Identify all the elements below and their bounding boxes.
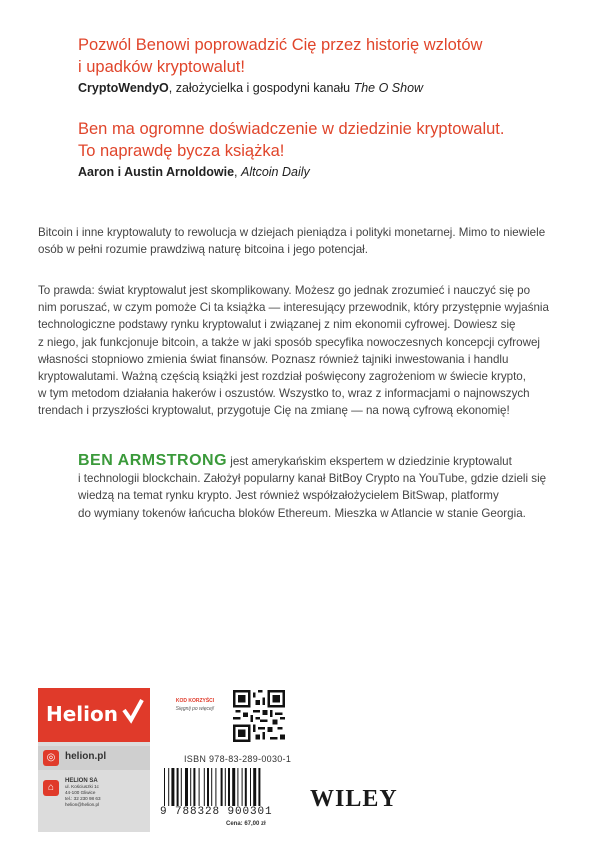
quote-2-text <box>78 118 578 162</box>
bio-line-1: jest amerykańskim ekspertem w dziedzinie kryptowalut <box>227 455 512 468</box>
quote-1-line-2: i upadków kryptowalut! <box>78 58 245 76</box>
house-icon: ⌂ <box>43 780 59 796</box>
quote-1-author: CryptoWendyO <box>78 81 169 95</box>
quote-2-author: Aaron i Austin Arnoldowie <box>78 165 235 179</box>
quote-2-channel: Altcoin Daily <box>240 165 310 179</box>
publisher-panel <box>38 688 150 832</box>
globe-icon: ◎ <box>43 750 59 766</box>
quote-2-attribution <box>78 165 578 179</box>
quote-1-text <box>78 34 578 78</box>
quote-2-role: , <box>234 165 241 179</box>
bio-line-2: i technologii blockchain. Założył popularny kanał BitBoy Crypto na YouTube, gdzie dzieli się <box>78 472 547 486</box>
bio-line-4: do wymiany tokenów łańcucha bloków Ethereum. Mieszka w Atlancie w stanie Georgia. <box>78 506 526 520</box>
description-paragraph-2 <box>38 282 562 420</box>
quote-2-line-2: To naprawdę bycza książka! <box>78 142 285 160</box>
website-row <box>38 746 150 770</box>
quote-1-line-1: Pozwól Benowi poprowadzić Cię przez historię wzlotów <box>78 36 483 54</box>
paragraph-line: technologiczne podstawy rynku kryptowalut i związanej z nim ekonomii cyfrowej. Dowiesz się <box>38 318 516 332</box>
paragraph-line: trendach i przyszłości kryptowalut, przygotuje Cię na zmianę — na nową cyfrową ekonomię! <box>38 404 510 418</box>
price-label: Cena: 67,00 zł <box>226 821 266 827</box>
paragraph-line: kryptowalutami. Ważną częścią książki jest rozdział poświęcony zagrożeniom w świecie krypto, <box>38 370 526 384</box>
helion-check-icon <box>122 698 144 724</box>
address-line: 44-100 Gliwice <box>65 790 96 795</box>
benefit-code-title: KOD KORZYŚCI <box>175 698 215 704</box>
paragraph-line: osób w pełni rozumie prawdziwą naturę bitcoina i jego potencjał. <box>38 243 368 257</box>
description-paragraph-1 <box>38 224 562 258</box>
website-text: helion.pl <box>65 751 107 762</box>
paragraph-line: z niego, jak funkcjonuje bitcoin, a także w jaki sposób specyfika nowoczesnych koncepcji cyfrowej <box>38 335 541 349</box>
quote-1-attribution <box>78 81 578 95</box>
paragraph-line: własności stopniowo zmienia świat finansów. Poznasz również tajniki inwestowania i handlu <box>38 352 509 366</box>
bio-line <box>78 452 568 470</box>
helion-logo: Helion <box>46 702 118 726</box>
paragraph-line: Bitcoin i inne kryptowaluty to rewolucja w dziejach pieniądza i polityki monetarnej. Mimo to niewiele <box>38 226 546 239</box>
quote-2-line-1: Ben ma ogromne doświadczenie w dziedzinie kryptowalut. <box>78 120 505 138</box>
paragraph-line: nim poruszać, w czym pomoże Ci ta książka — interesujący przewodnik, który przystępnie wyjaśnia <box>38 301 549 315</box>
quote-1-role: , założycielka i gospodyni kanału <box>168 81 354 95</box>
paragraph-line: w tym metodom działania hakerów i oszustów. Wszystko to, wraz z informacjami o najnowszych <box>38 387 530 401</box>
benefit-code-subtitle: Sięgnij po więcej! <box>175 706 215 712</box>
benefit-code-label <box>160 698 230 712</box>
publisher-address <box>65 778 145 808</box>
bio-line-3: wiedzą na temat rynku krypto. Jest również współzałożycielem BitSwap, platformy <box>78 489 499 503</box>
address-line: tel.: 32 230 98 63 <box>65 796 101 801</box>
quote-1-channel: The O Show <box>353 81 424 95</box>
address-line: ul. Kościuszki 1c <box>65 784 99 789</box>
address-line: helion@helion.pl <box>65 802 100 807</box>
barcode-number: 9 788328 900301 <box>160 806 288 818</box>
paragraph-line: To prawda: świat kryptowalut jest skomplikowany. Możesz go jednak zrozumieć i nauczyć się po <box>38 284 531 297</box>
qr-code[interactable] <box>233 690 285 742</box>
company-name: HELION SA <box>65 778 98 784</box>
author-name: BEN ARMSTRONG <box>78 452 228 469</box>
helion-logo-box <box>38 688 150 742</box>
isbn-text: ISBN 978-83-289-0030-1 <box>184 754 292 764</box>
author-bio <box>78 452 568 522</box>
wiley-logo: WILEY <box>310 786 398 812</box>
quote-2 <box>78 118 578 179</box>
quote-1 <box>78 34 578 95</box>
